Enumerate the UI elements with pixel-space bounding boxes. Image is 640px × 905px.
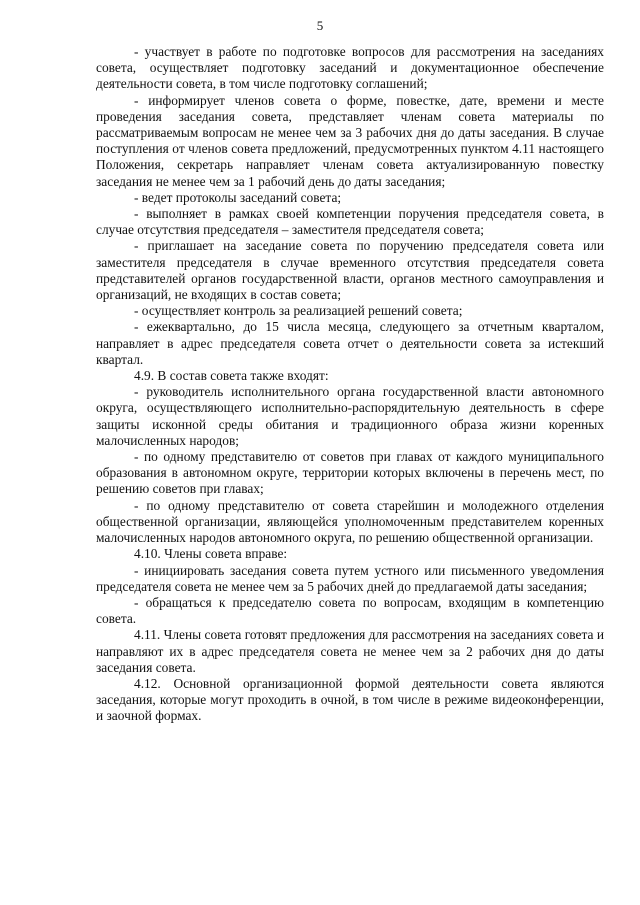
paragraph: - обращаться к председателю совета по вопросам, входящим в компетенцию совета. xyxy=(96,594,604,627)
paragraph: - руководитель исполнительного органа государственной власти автономного округа, осуществляющего исполнительно-распорядительную деятельность в сфере защиты исконной среды обитания и традиционного образа жизни коренных малочисленных народов; xyxy=(96,384,604,448)
paragraph: - по одному представителю от совета старейшин и молодежного отделения общественной организации, являющейся уполномоченным представителем коренных малочисленных народов автономного округа, по решению общественной организации. xyxy=(96,497,604,546)
paragraph: - осуществляет контроль за реализацией решений совета; xyxy=(134,303,463,319)
paragraph: - инициировать заседания совета путем устного или письменного уведомления председателя совета не менее чем за 5 рабочих дней до предлагаемой даты заседания; xyxy=(96,562,604,594)
paragraph: - выполняет в рамках своей компетенции поручения председателя совета, в случае отсутствия председателя – заместителя председателя совета; xyxy=(96,206,604,238)
section-4-12: 4.12. Основной организационной формой деятельности совета являются заседания, которые могут проходить в очной, в том числе в режиме видеоконференции, и заочной формах. xyxy=(96,675,604,724)
section-heading-4-10: 4.10. Члены совета вправе: xyxy=(134,546,288,562)
paragraph: - ежеквартально, до 15 числа месяца, следующего за отчетным кварталом, направляет в адрес председателя совета отчет о деятельности совета за истекший квартал. xyxy=(96,319,604,367)
section-heading-4-9: 4.9. В состав совета также входят: xyxy=(134,368,329,384)
document-body xyxy=(96,44,604,725)
paragraph: - по одному представителю от советов при главах от каждого муниципального образования в автономном округе, территории которых включены в перечень мест, по решению советов при главах; xyxy=(96,449,604,497)
paragraph: - информирует членов совета о форме, повестке, дате, времени и месте проведения заседания совета, представляет членам совета материалы по рассматриваемым вопросам не менее чем за 3 рабочих дня до даты заседания. В случае поступления от членов совета предложений, предусмотренных пунктом 4.11 настоящего Положения, секретарь направляет членам совета актуализированную повестку заседания не менее чем за 1 рабочий день до даты заседания; xyxy=(96,92,604,189)
paragraph: - участвует в работе по подготовке вопросов для рассмотрения на заседаниях совета, осуществляет подготовку заседаний и документационное обеспечение деятельности совета, в том числе подготовку соглашений; xyxy=(96,44,604,92)
page-number: 5 xyxy=(316,18,324,33)
paragraph: - ведет протоколы заседаний совета; xyxy=(134,189,342,205)
paragraph: - приглашает на заседание совета по поручению председателя совета или заместителя председателя в случае временного отсутствия председателя совета представителей органов государственной власти, органов местного самоуправления и организаций, не входящих в состав совета; xyxy=(96,238,604,303)
section-4-11: 4.11. Члены совета готовят предложения для рассмотрения на заседаниях совета и направляют их в адрес председателя совета не менее чем за 2 рабочих дня до даты заседания совета. xyxy=(96,627,604,675)
